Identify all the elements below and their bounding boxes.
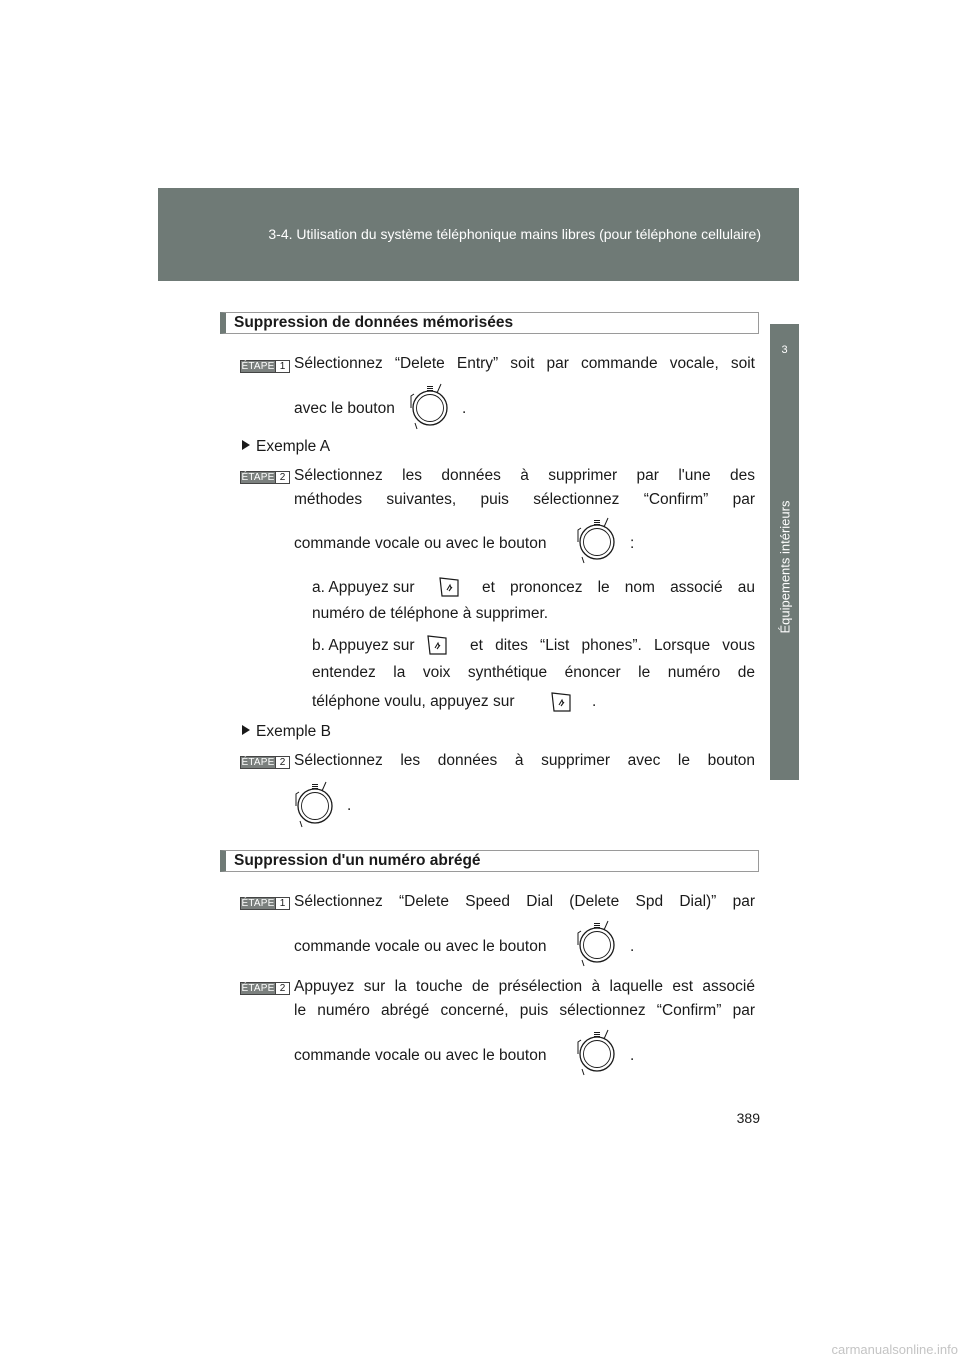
triangle-bullet-icon — [242, 725, 250, 735]
chapter-header — [158, 188, 799, 281]
tune-select-knob-icon — [574, 516, 620, 564]
step-badge: ÉTAPE 1 — [240, 897, 290, 910]
option-b-text: entendez la voix synthétique énoncer le numéro de — [312, 664, 755, 681]
step-text: commande vocale ou avec le bouton — [294, 938, 547, 955]
step-text: méthodes suivantes, puis sélectionnez “Confirm” par — [294, 491, 755, 508]
chapter-side-tab — [770, 324, 799, 780]
step-text: Sélectionnez “Delete Speed Dial (Delete Spd Dial)” par — [294, 893, 755, 910]
step-text: Appuyez sur la touche de présélection à laquelle est associé — [294, 978, 755, 995]
step-badge: ÉTAPE 2 — [240, 756, 290, 769]
step-text: avec le bouton — [294, 400, 395, 417]
step-badge: ÉTAPE 2 — [240, 471, 290, 484]
section-heading-delete-speed-dial: Suppression d'un numéro abrégé — [220, 850, 759, 872]
option-a-text: et prononcez le nom associé au — [482, 579, 755, 596]
option-b-text: b. Appuyez sur — [312, 637, 415, 654]
step-text: commande vocale ou avec le bouton — [294, 535, 547, 552]
chapter-number: 3 — [781, 344, 788, 356]
watermark: carmanualsonline.info — [831, 1342, 958, 1357]
talk-switch-icon — [438, 576, 460, 598]
step-badge: ÉTAPE 2 — [240, 982, 290, 995]
chapter-label: Équipements intérieurs — [777, 500, 792, 634]
step-text: Sélectionnez les données à supprimer avec le bouton — [294, 752, 755, 769]
step-text: commande vocale ou avec le bouton — [294, 1047, 547, 1064]
option-a-text: a. Appuyez sur — [312, 579, 415, 596]
chapter-title: 3-4. Utilisation du système téléphonique mains libres (pour téléphone cellulaire) — [268, 226, 761, 242]
triangle-bullet-icon — [242, 440, 250, 450]
step-text: Sélectionnez les données à supprimer par l'une des — [294, 467, 755, 484]
page-number: 389 — [736, 1110, 760, 1126]
option-a-text: numéro de téléphone à supprimer. — [312, 605, 549, 622]
option-b-text: téléphone voulu, appuyez sur — [312, 693, 515, 710]
tune-select-knob-icon — [574, 919, 620, 967]
example-heading: Exemple B — [242, 723, 331, 741]
step-text: Sélectionnez “Delete Entry” soit par commande vocale, soit — [294, 355, 755, 372]
section-heading-delete-entry: Suppression de données mémorisées — [220, 312, 759, 334]
talk-switch-icon — [550, 691, 572, 713]
step-text: le numéro abrégé concerné, puis sélectionnez “Confirm” par — [294, 1002, 755, 1019]
step-badge: ÉTAPE 1 — [240, 360, 290, 373]
talk-switch-icon — [426, 634, 448, 656]
tune-select-knob-icon — [292, 780, 338, 828]
example-heading: Exemple A — [242, 438, 330, 456]
option-b-text: et dites “List phones”. Lorsque vous — [470, 637, 755, 654]
tune-select-knob-icon — [574, 1028, 620, 1076]
tune-select-knob-icon — [407, 382, 453, 430]
